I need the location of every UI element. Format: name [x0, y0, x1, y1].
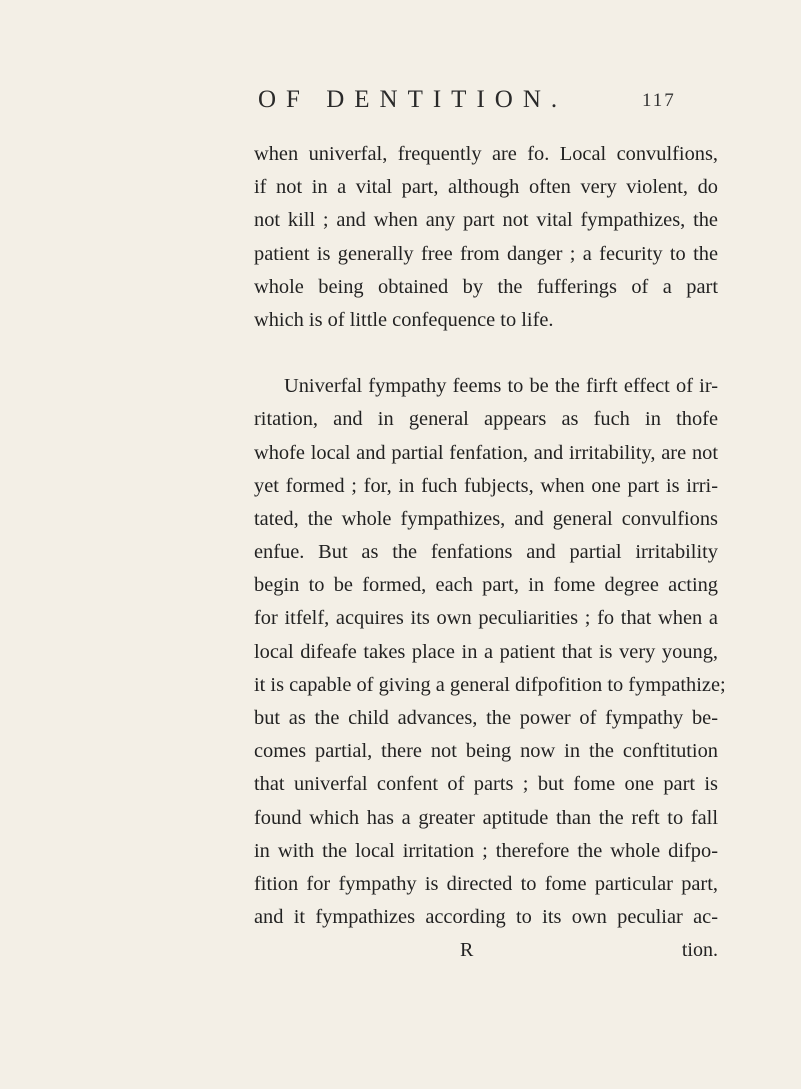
text-line: enfue. But as the fenfations and partial irritability — [254, 541, 718, 564]
text-line: whofe local and partial fenfation, and irritability, are not — [254, 441, 718, 464]
text-line: Univerfal fympathy feems to be the firft effect of ir- — [284, 375, 718, 398]
text-line: ritation, and in general appears as fuch in thofe — [254, 408, 718, 431]
text-line: begin to be formed, each part, in fome degree acting — [254, 574, 718, 597]
text-line: but as the child advances, the power of fympathy be- — [254, 707, 718, 729]
text-line: not kill ; and when any part not vital fympathizes, the — [254, 209, 718, 232]
page-number: 117 — [642, 90, 676, 111]
text-line: local difeafe takes place in a patient that is very young, — [254, 640, 718, 663]
text-line: and it fympathizes according to its own peculiar ac- — [254, 906, 718, 929]
text-line: it is capable of giving a general difpofition to fympathize; — [254, 673, 726, 696]
text-line: comes partial, there not being now in the conftitution — [254, 740, 718, 763]
text-line: which is of little confequence to life. — [254, 308, 554, 331]
text-line: that univerfal confent of parts ; but fome one part is — [254, 773, 718, 796]
paragraph-2 — [254, 370, 726, 934]
text-line: patient is generally free from danger ; a fecurity to the — [254, 242, 718, 265]
running-head — [258, 86, 688, 116]
body-text — [254, 138, 726, 967]
text-line: in with the local irritation ; therefore the whole difpo- — [254, 839, 718, 862]
text-line: for itfelf, acquires its own peculiarities ; fo that when a — [254, 607, 718, 630]
running-title: OF DENTITION. — [258, 86, 568, 113]
paragraph-1 — [254, 138, 718, 337]
page-footer — [254, 934, 718, 967]
text-line: when univerfal, frequently are fo. Local convulfions, — [254, 143, 718, 165]
text-line: tated, the whole fympathizes, and general convulfions — [254, 507, 718, 530]
paragraph-gap — [254, 337, 718, 370]
text-line: whole being obtained by the fufferings of a part — [254, 275, 718, 298]
text-line: if not in a vital part, although often very violent, do — [254, 176, 718, 199]
text-line: fition for fympathy is directed to fome particular part, — [254, 872, 718, 895]
text-line: found which has a greater aptitude than the reft to fall — [254, 806, 718, 829]
catchword: tion. — [681, 939, 718, 962]
text-line: yet formed ; for, in fuch fubjects, when one part is irri- — [254, 474, 718, 497]
signature-mark: R — [460, 939, 474, 962]
